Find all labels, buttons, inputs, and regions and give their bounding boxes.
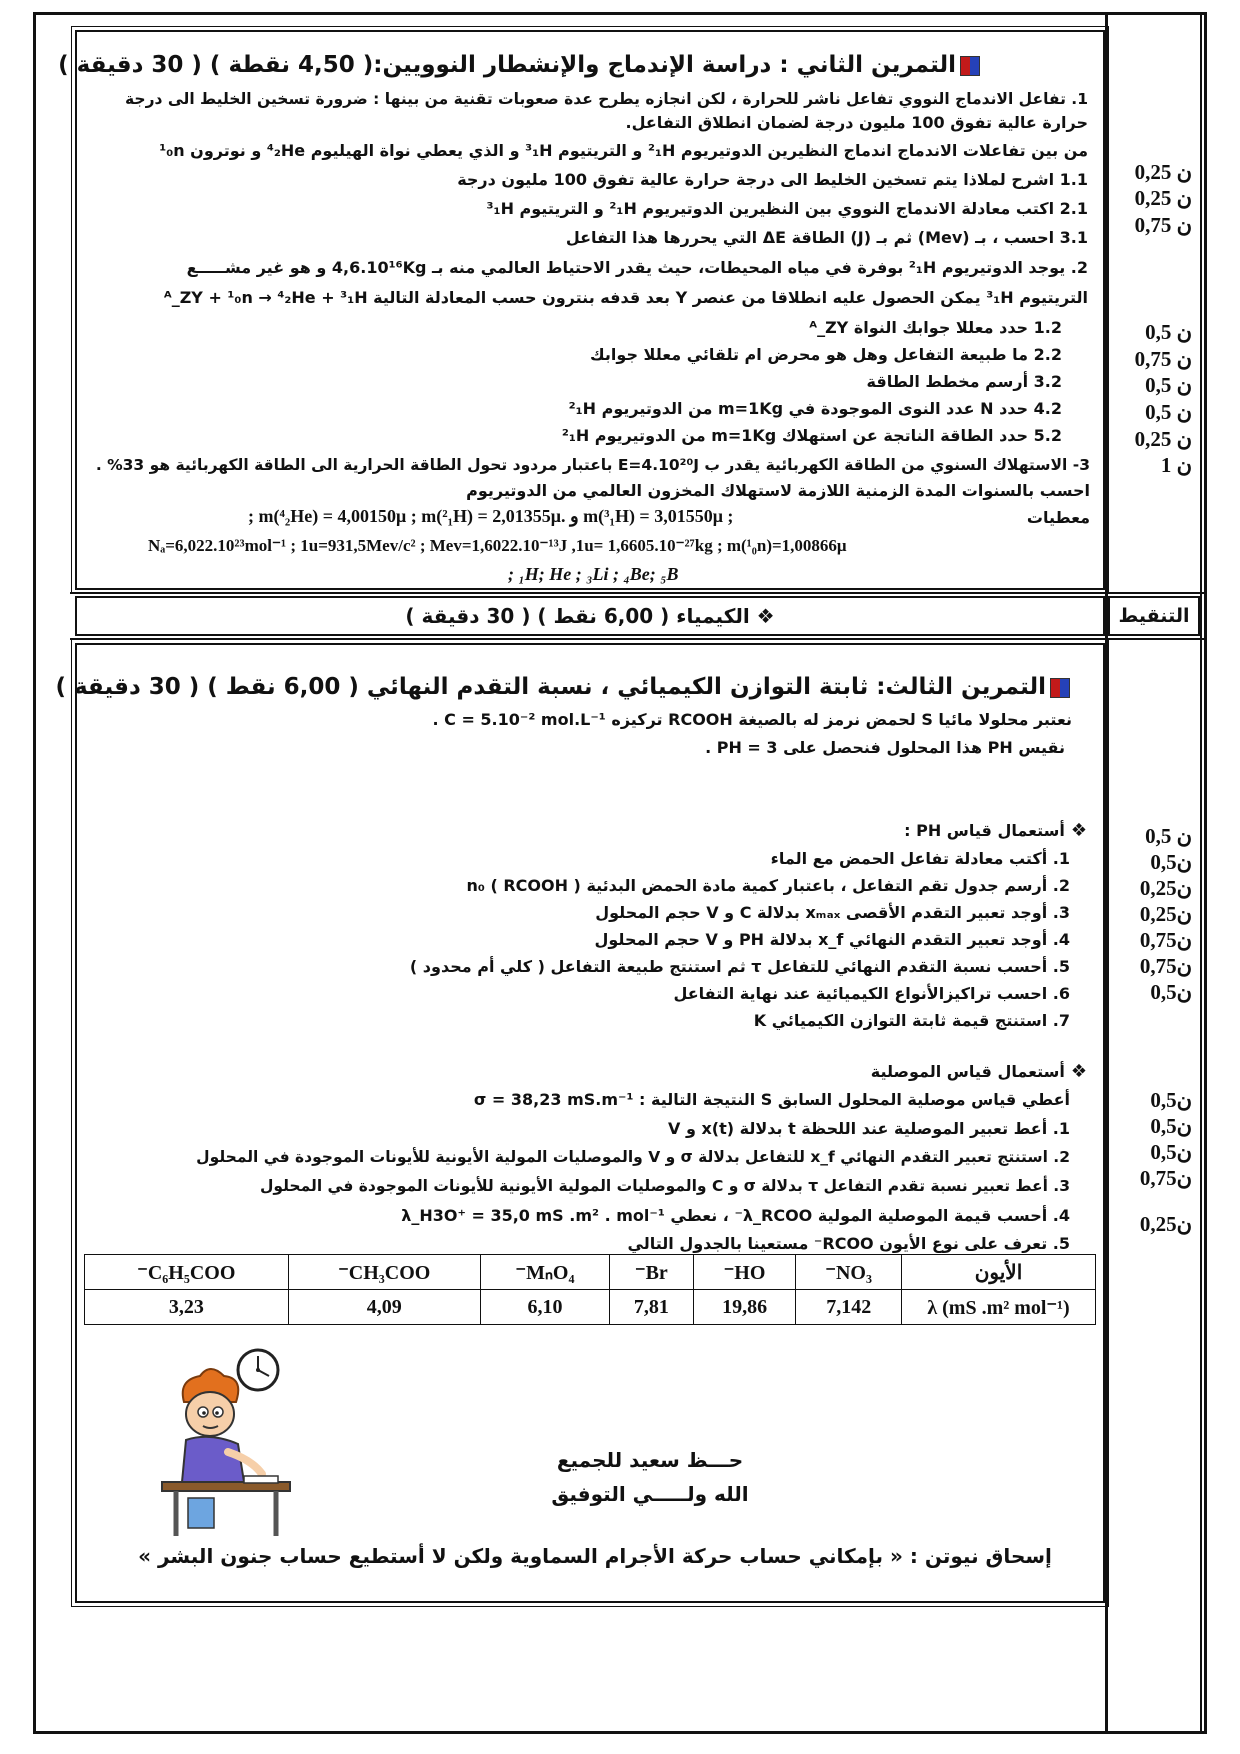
section-divider-bottom xyxy=(70,638,1205,640)
grade: 0,5ن xyxy=(1150,980,1192,1004)
ph-question: 7. استنتج قيمة ثابتة التوازن الكيميائي K xyxy=(753,1011,1070,1030)
ion-conductivity-table xyxy=(84,1254,1096,1325)
grade: 0,25ن xyxy=(1139,876,1192,900)
conductivity-question: 5. تعرف على نوع الأيون RCOO⁻ مستعينا بالجدول التالي xyxy=(627,1234,1070,1253)
ex2-question: 2.1 اكتب معادلة الاندماج النووي بين النظيرين الدوتيريوم ²₁H و التريتيوم ³₁H xyxy=(486,199,1088,218)
table-cell: NO₃⁻ xyxy=(796,1255,902,1290)
grade: 0,25ن xyxy=(1139,902,1192,926)
grade: 0,25 ن xyxy=(1134,160,1192,184)
conductivity-section-header-text: أستعمال قياس الموصلية xyxy=(870,1062,1065,1081)
table-cell: 7,142 xyxy=(796,1290,902,1325)
grade: 0,75 ن xyxy=(1134,213,1192,237)
ex2-line: التريتيوم ³₁H يمكن الحصول عليه انطلاقا من عنصر Y بعد قدفه بنترون حسب المعادلة التالية ᴬ_ZY + ¹₀n → ⁴₂He + ³₁H xyxy=(163,288,1088,307)
conductivity-section-header xyxy=(871,1061,1087,1083)
grade: 0,5ن xyxy=(1150,1114,1192,1138)
ex3-intro: نقيس PH هذا المحلول فنحصل على PH = 3 . xyxy=(705,738,1065,757)
grade: 0,5 ن xyxy=(1145,320,1192,344)
grade: 0,75ن xyxy=(1139,954,1192,978)
ex2-line: احسب بالسنوات المدة الزمنية اللازمة لاستهلاك المخزون العالمي من الدوتيريوم xyxy=(466,481,1090,500)
diamond-icon: ❖ xyxy=(1070,1061,1087,1082)
table-cell: 19,86 xyxy=(693,1290,796,1325)
ex2-line: 2. يوجد الدوتيريوم ²₁H بوفرة في مياه المحيطات، حيث يقدر الاحتياط العالمي منه بـ 4,6.10¹⁶Kg و هو غير مشـــــع xyxy=(186,258,1088,277)
conductivity-question: 1. أعط تعبير الموصلية عند اللحظة t بدلالة x(t) و V xyxy=(667,1119,1070,1138)
grading-header: التنقيط xyxy=(1108,596,1200,636)
given-masses: ; m(⁴₂He) = 4,00150μ ; m(²₁H) = 2,01355μ. و m(³₁H) = 3,01550μ ; xyxy=(248,506,734,526)
exercise-2-title-text: التمرين الثاني : دراسة الإندماج والإنشطار النوويين:( 4,50 نقطة ) ( 30 دقيقة ) xyxy=(58,52,956,78)
ph-question: 2. أرسم جدول تقم التفاعل ، باعتبار كمية مادة الحمض البدئية ( n₀ ( RCOOH xyxy=(466,876,1070,895)
ph-question: 6. احسب تراكيزالأنواع الكيميائية عند نهاية التفاعل xyxy=(673,984,1070,1003)
ex2-line: حرارة عالية تفوق 100 مليون درجة لضمان انطلاق التفاعل. xyxy=(625,113,1088,132)
table-cell: CH₃COO⁻ xyxy=(288,1255,480,1290)
table-cell: 4,09 xyxy=(288,1290,480,1325)
conductivity-question: 3. أعط تعبير نسبة تقدم التفاعل τ بدلالة σ و C والموصليات المولية الأيونية للأيونات الموجودة في المحلول xyxy=(259,1177,1070,1195)
ex2-line: 1. تفاعل الاندماج النووي تفاعل ناشر للحرارة ، لكن انجازه يطرح عدة صعوبات تقنية من بينها : ضرورة تسخين الخليط الى درجة xyxy=(125,90,1088,108)
table-cell: 7,81 xyxy=(610,1290,694,1325)
conductivity-question: 4. أحسب قيمة الموصلية المولية λ_RCOO⁻ ، نعطي λ_H3O⁺ = 35,0 mS .m² . mol⁻¹ xyxy=(401,1206,1070,1225)
ph-question: 4. أوجد تعبير التقدم النهائي x_f بدلالة PH و V حجم المحلول xyxy=(594,930,1070,949)
farewell xyxy=(530,1448,770,1506)
given-label: معطيات xyxy=(1026,508,1090,527)
grade: 0,75ن xyxy=(1139,928,1192,952)
column-divider xyxy=(1105,12,1108,1734)
section-divider-top xyxy=(70,592,1205,594)
ex2-question: 1.2 حدد معللا جوابك النواة ᴬ_ZY xyxy=(809,318,1062,337)
exercise-3-title-text: التمرين الثالث: ثابتة التوازن الكيميائي ، نسبة التقدم النهائي ( 6,00 نقط ) ( 30 دقيقة ) xyxy=(55,674,1046,700)
grade: 0,5ن xyxy=(1150,1140,1192,1164)
ex2-question: 1.1 اشرح لملاذا يتم تسخين الخليط الى درجة حرارة عالية تفوق 100 مليون درجة xyxy=(457,170,1088,189)
flag-icon xyxy=(960,56,980,76)
grade: 0,25 ن xyxy=(1134,427,1192,451)
ph-question: 5. أحسب نسبة التقدم النهائي للتفاعل τ ثم استنتج طبيعة التفاعل ( كلي أم محدود ) xyxy=(409,957,1070,976)
grade: 0,5 ن xyxy=(1145,373,1192,397)
student-clock-icon xyxy=(148,1340,298,1540)
table-cell: λ (mS .m² mol⁻¹) xyxy=(902,1290,1096,1325)
ex2-question: 4.2 حدد N عدد النوى الموجودة في m=1Kg من الدوتيريوم ²₁H xyxy=(568,399,1062,418)
table-header-row xyxy=(85,1255,1096,1290)
grade: 0,25 ن xyxy=(1134,186,1192,210)
newton-quote xyxy=(115,1544,1075,1568)
quote-text: « بإمكاني حساب حركة الأجرام السماوية ولكن لا أستطيع حساب جنون البشر » xyxy=(138,1544,903,1568)
exercise-2-title xyxy=(58,52,980,80)
farewell-line: الله ولـــــي التوفيق xyxy=(551,1482,749,1506)
conductivity-intro: أعطي قياس موصلية المحلول السابق S النتيجة التالية : σ = 38,23 mS.m⁻¹ xyxy=(473,1090,1070,1109)
ex2-line: 3- الاستهلاك السنوي من الطاقة الكهربائية يقدر ب E=4.10²⁰J باعتبار مردود تحول الطاقة الحرارية الى الطاقة الكهربائية هو 33% . xyxy=(95,456,1090,474)
diamond-icon: ❖ xyxy=(1070,820,1087,841)
table-cell: C₆H₅COO⁻ xyxy=(85,1255,289,1290)
given-elements: ; ₁H; He ; ₃Li ; ₄Be; ₅B xyxy=(508,564,679,584)
chemistry-header: ❖ الكيمياء ( 6,00 نقط ) ( 30 دقيقة ) xyxy=(75,596,1105,636)
ex3-intro: نعتبر محلولا مائيا S لحمض نرمز له بالصيغة RCOOH تركيزه C = 5.10⁻² mol.L⁻¹ . xyxy=(432,710,1072,729)
conductivity-question: 2. استنتج تعبير التقدم النهائي x_f للتفاعل بدلالة σ و V والموصليات المولية الأيونية للأيونات الموجودة في المحلول xyxy=(196,1148,1070,1166)
given-constants: Nₐ=6,022.10²³mol⁻¹ ; 1u=931,5Mev/c² ; Mev=1,6022.10⁻¹³J ,1u= 1,6605.10⁻²⁷kg ; m(¹₀n)=1,00866μ xyxy=(148,536,847,555)
grade: 0,5 ن xyxy=(1145,824,1192,848)
flag-icon xyxy=(1050,678,1070,698)
farewell-line: حـــظ سعيد للجميع xyxy=(556,1448,744,1472)
exercise-3-title xyxy=(55,674,1070,702)
ph-section-header xyxy=(904,820,1087,842)
table-cell: الأيون xyxy=(902,1255,1096,1290)
ex2-question: 5.2 حدد الطاقة الناتجة عن استهلاك m=1Kg من الدوتيريوم ²₁H xyxy=(561,426,1062,445)
grade: 0,75 ن xyxy=(1134,347,1192,371)
table-row xyxy=(85,1290,1096,1325)
ex2-question: 3.1 احسب ، بـ (Mev) ثم بـ (J) الطاقة ΔE التي يحررها هذا التفاعل xyxy=(565,228,1088,247)
table-cell: Br⁻ xyxy=(610,1255,694,1290)
ex2-question: 3.2 أرسم مخطط الطاقة xyxy=(866,372,1062,391)
table-cell: 3,23 xyxy=(85,1290,289,1325)
quote-author: إسحاق نيوتن : xyxy=(909,1544,1052,1568)
grade: 1 ن xyxy=(1160,453,1192,477)
grade: 0,5ن xyxy=(1150,850,1192,874)
column-divider-outer xyxy=(1200,12,1202,1734)
ph-question: 3. أوجد تعبير التقدم الأقصى xₘₐₓ بدلالة C و V حجم المحلول xyxy=(595,903,1070,922)
grade: 0,5ن xyxy=(1150,1088,1192,1112)
table-cell: HO⁻ xyxy=(693,1255,796,1290)
grade: 0,5 ن xyxy=(1145,400,1192,424)
table-cell: MₙO₄⁻ xyxy=(480,1255,609,1290)
table-cell: 6,10 xyxy=(480,1290,609,1325)
ph-question: 1. أكتب معادلة تفاعل الحمض مع الماء xyxy=(770,849,1070,868)
grade: 0,25ن xyxy=(1139,1212,1192,1236)
grade: 0,75ن xyxy=(1139,1166,1192,1190)
ph-section-header-text: أستعمال قياس PH : xyxy=(904,821,1065,840)
ex2-line: من بين تفاعلات الاندماج اندماج النظيرين الدوتيريوم ²₁H و التريتيوم ³₁H و الذي يعطي نواة الهيليوم ⁴₂He و نوترون ¹₀n xyxy=(159,141,1088,160)
ex2-question: 2.2 ما طبيعة التفاعل وهل هو محرض ام تلقائي معللا جوابك xyxy=(590,345,1062,364)
